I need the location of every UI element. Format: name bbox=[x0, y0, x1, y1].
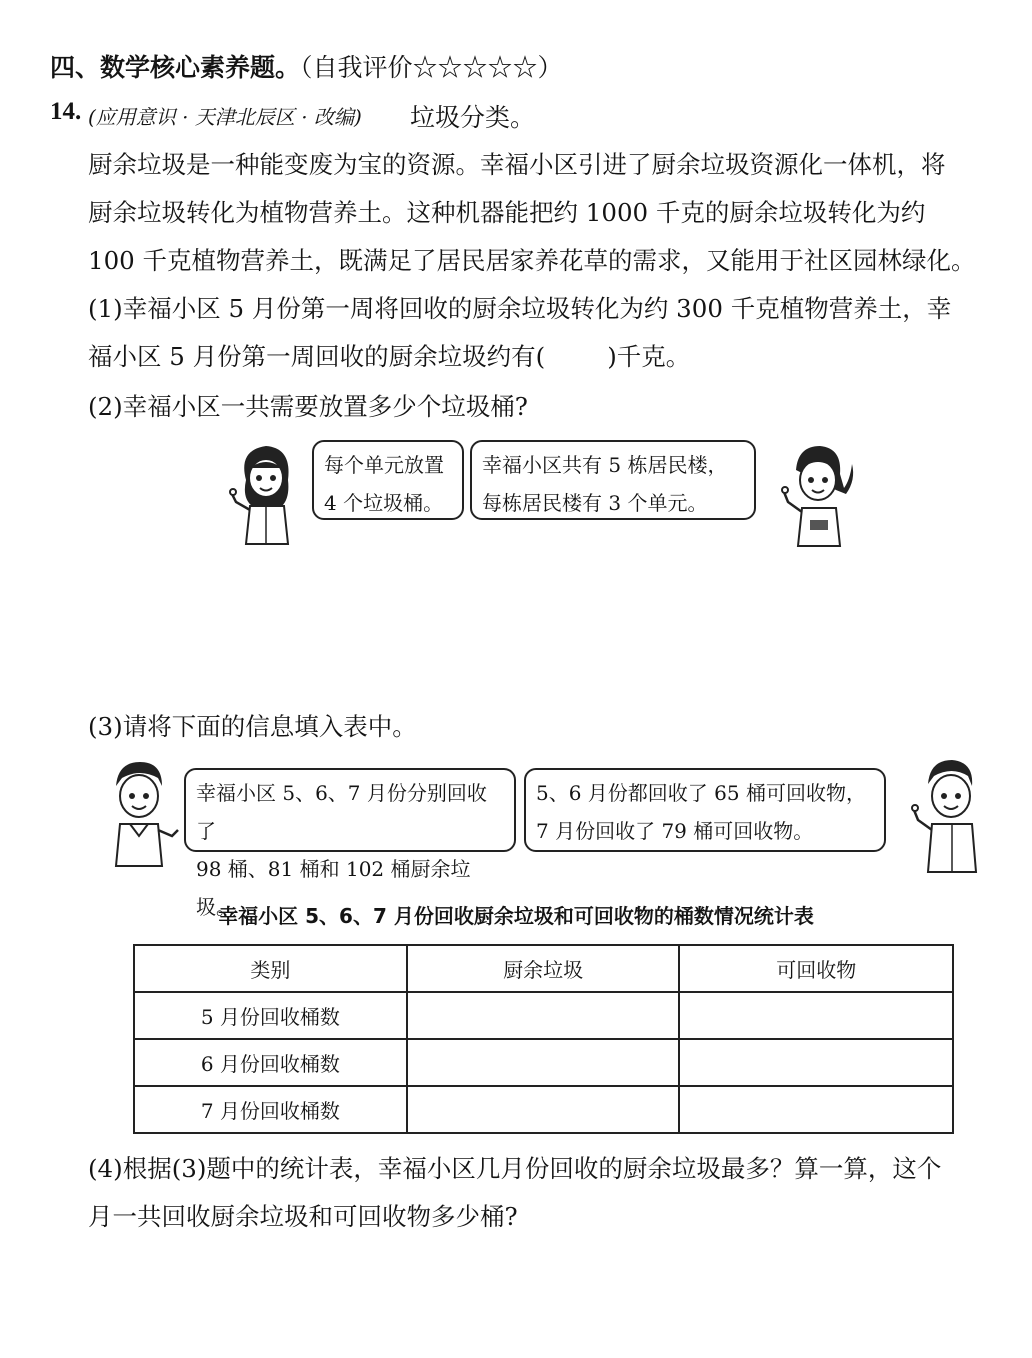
section-title-text: 四、数学核心素养题。 bbox=[50, 53, 301, 82]
bubble-food-waste-line-2: 98 桶、81 桶和 102 桶厨余垃圾。 bbox=[196, 857, 471, 919]
row-label-june: 6 月份回收桶数 bbox=[134, 1039, 407, 1086]
part1-line-2-end: )千克。 bbox=[607, 342, 691, 371]
part1-line-2 bbox=[88, 338, 690, 373]
cell-may-recyclables[interactable] bbox=[679, 992, 953, 1039]
row-label-may: 5 月份回收桶数 bbox=[134, 992, 407, 1039]
speech-bubble-food-waste bbox=[184, 768, 516, 919]
table-row bbox=[134, 1086, 953, 1133]
speech-bubble-units bbox=[312, 440, 464, 520]
header-food-waste: 厨余垃圾 bbox=[407, 945, 680, 992]
question-tag: (应用意识 · 天津北辰区 · 改编) bbox=[88, 105, 362, 129]
part3-instruction: (3)请将下面的信息填入表中。 bbox=[88, 712, 417, 741]
part1-line-1: (1)幸福小区 5 月份第一周将回收的厨余垃圾转化为约 300 千克植物营养土，幸 bbox=[88, 294, 952, 323]
section-title bbox=[50, 48, 563, 84]
statistics-table bbox=[133, 944, 954, 1134]
row-label-july: 7 月份回收桶数 bbox=[134, 1086, 407, 1133]
header-recyclables: 可回收物 bbox=[679, 945, 953, 992]
table-row bbox=[134, 1039, 953, 1086]
bubble-buildings-line-1: 幸福小区共有 5 栋居民楼， bbox=[482, 453, 728, 477]
intro-line-3: 100 千克植物营养土，既满足了居民居家养花草的需求，又能用于社区园林绿化。 bbox=[88, 246, 976, 275]
speech-bubble-recyclables bbox=[524, 768, 886, 852]
question-number: 14. bbox=[50, 98, 82, 125]
part2-question: (2)幸福小区一共需要放置多少个垃圾桶? bbox=[88, 392, 528, 421]
table-title: 幸福小区 5、6、7 月份回收厨余垃圾和可回收物的桶数情况统计表 bbox=[218, 904, 814, 928]
table-header-row bbox=[134, 945, 953, 992]
bubble-buildings-line-2: 每栋居民楼有 3 个单元。 bbox=[482, 491, 708, 515]
boy-right-illustration bbox=[906, 756, 990, 874]
speech-bubble-buildings bbox=[470, 440, 756, 520]
self-rating: （自我评价☆☆☆☆☆） bbox=[300, 53, 563, 82]
part4-line-1: (4)根据(3)题中的统计表，幸福小区几月份回收的厨余垃圾最多？算一算，这个 bbox=[88, 1154, 942, 1183]
bubble-food-waste-line-1: 幸福小区 5、6、7 月份分别回收了 bbox=[196, 781, 487, 843]
question-title: 垃圾分类。 bbox=[410, 103, 536, 132]
cell-july-recyclables[interactable] bbox=[679, 1086, 953, 1133]
cell-june-recyclables[interactable] bbox=[679, 1039, 953, 1086]
header-category: 类别 bbox=[134, 945, 407, 992]
part1-line-2-start: 福小区 5 月份第一周回收的厨余垃圾约有( bbox=[88, 342, 546, 371]
girl-left-illustration bbox=[228, 440, 304, 546]
part4-line-2: 月一共回收厨余垃圾和可回收物多少桶? bbox=[88, 1202, 518, 1231]
bubble-recyclables-line-2: 7 月份回收了 79 桶可回收物。 bbox=[536, 819, 814, 843]
bubble-recyclables-line-1: 5、6 月份都回收了 65 桶可回收物， bbox=[536, 781, 866, 805]
cell-june-food-waste[interactable] bbox=[407, 1039, 680, 1086]
table-row bbox=[134, 992, 953, 1039]
bubble-units-line-1: 每个单元放置 bbox=[324, 453, 444, 477]
intro-line-1: 厨余垃圾是一种能变废为宝的资源。幸福小区引进了厨余垃圾资源化一体机，将 bbox=[88, 150, 946, 179]
cell-may-food-waste[interactable] bbox=[407, 992, 680, 1039]
intro-line-2: 厨余垃圾转化为植物营养土。这种机器能把约 1000 千克的厨余垃圾转化为约 bbox=[88, 198, 926, 227]
girl-right-illustration bbox=[776, 440, 856, 548]
bubble-units-line-2: 4 个垃圾桶。 bbox=[324, 491, 444, 515]
cell-july-food-waste[interactable] bbox=[407, 1086, 680, 1133]
boy-left-illustration bbox=[98, 756, 180, 868]
